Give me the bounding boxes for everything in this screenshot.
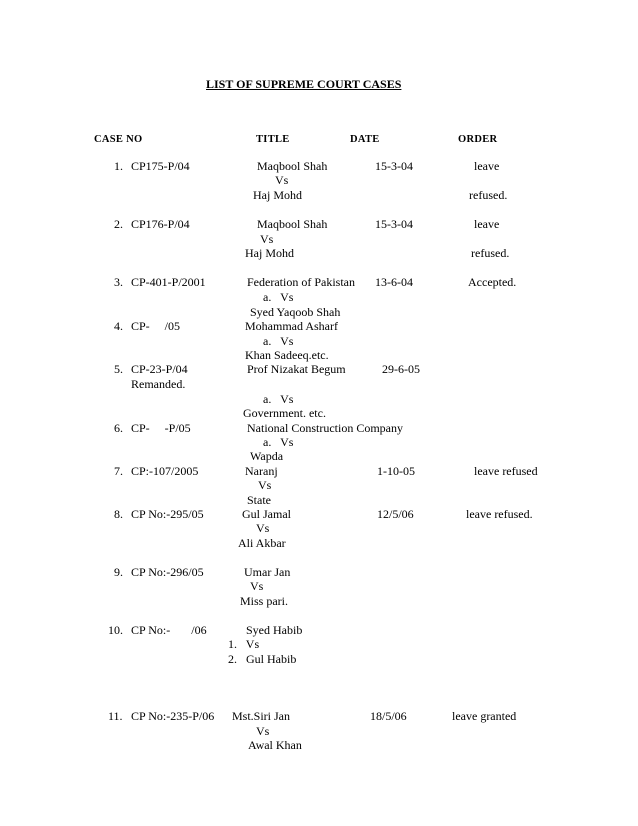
row-number: 5. <box>114 362 123 376</box>
row-number: 6. <box>114 421 123 435</box>
row-number: 3. <box>114 275 123 289</box>
row-order: leave refused. <box>466 507 533 521</box>
row-title-line: a. Vs <box>263 435 294 449</box>
row-date: 1-10-05 <box>377 464 415 478</box>
row-number: 10. <box>108 623 123 637</box>
row-case-note: Remanded. <box>131 377 186 391</box>
row-number: 4. <box>114 319 123 333</box>
row-case-no: CP No:-296/05 <box>131 565 204 579</box>
row-title-line: a. Vs <box>263 290 294 304</box>
row-number: 2. <box>114 217 123 231</box>
header-date: DATE <box>350 134 380 145</box>
row-case-no: CP-401-P/2001 <box>131 275 206 289</box>
row-title-line: Vs <box>256 521 270 535</box>
row-title-line: Mohammad Asharf <box>245 319 338 333</box>
row-number: 1. <box>114 159 123 173</box>
row-case-no: CP No:- /06 <box>131 623 207 637</box>
header-case-no: CASE NO <box>94 134 143 145</box>
row-title-line: Vs <box>256 724 270 738</box>
row-title-line: 1. Vs <box>228 637 260 651</box>
row-title-line: Syed Yaqoob Shah <box>250 305 341 319</box>
row-title-line: Vs <box>260 232 274 246</box>
row-title-line: Vs <box>275 173 289 187</box>
row-order: refused. <box>469 188 508 202</box>
row-title-line: a. Vs <box>263 392 294 406</box>
row-title-line: State <box>247 493 271 507</box>
row-title-line: Syed Habib <box>246 623 303 637</box>
row-title-line: Haj Mohd <box>245 246 294 260</box>
row-case-no: CP-23-P/04 <box>131 362 188 376</box>
row-title-line: Naranj <box>245 464 278 478</box>
row-title-line: Prof Nizakat Begum <box>247 362 346 376</box>
row-order: leave refused <box>474 464 538 478</box>
row-number: 9. <box>114 565 123 579</box>
row-title-line: Maqbool Shah <box>257 159 328 173</box>
row-title-line: Government. etc. <box>243 406 326 420</box>
header-order: ORDER <box>458 134 498 145</box>
row-title-line: Federation of Pakistan <box>247 275 355 289</box>
row-title-line: Haj Mohd <box>253 188 302 202</box>
row-order: refused. <box>471 246 510 260</box>
row-date: 15-3-04 <box>375 159 413 173</box>
row-order: Accepted. <box>468 275 517 289</box>
row-number: 8. <box>114 507 123 521</box>
row-date: 29-6-05 <box>382 362 420 376</box>
row-case-no: CP- -P/05 <box>131 421 191 435</box>
row-title-line: Awal Khan <box>248 738 302 752</box>
row-number: 7. <box>114 464 123 478</box>
row-title-line: Maqbool Shah <box>257 217 328 231</box>
row-order: leave granted <box>452 709 517 723</box>
row-title-line: Ali Akbar <box>238 536 286 550</box>
row-date: 18/5/06 <box>370 709 407 723</box>
row-case-no: CP No:-295/05 <box>131 507 204 521</box>
row-date: 13-6-04 <box>375 275 413 289</box>
row-case-no: CP No:-235-P/06 <box>131 709 215 723</box>
document-title: LIST OF SUPREME COURT CASES <box>206 77 402 91</box>
row-title-line: Miss pari. <box>240 594 288 608</box>
row-order: leave <box>474 217 500 231</box>
row-title-line: a. Vs <box>263 334 294 348</box>
row-case-no: CP- /05 <box>131 319 181 333</box>
row-title-line: Mst.Siri Jan <box>232 709 291 723</box>
row-title-line: Vs <box>250 579 264 593</box>
row-title-line: Khan Sadeeq.etc. <box>245 348 329 362</box>
header-title: TITLE <box>256 134 290 145</box>
row-title-line: National Construction Company <box>247 421 403 435</box>
row-case-no: CP:-107/2005 <box>131 464 199 478</box>
row-title-line: 2. Gul Habib <box>228 652 297 666</box>
row-number: 11. <box>108 709 123 723</box>
row-title-line: Umar Jan <box>244 565 291 579</box>
row-case-no: CP176-P/04 <box>131 217 190 231</box>
row-title-line: Gul Jamal <box>242 507 291 521</box>
row-date: 12/5/06 <box>377 507 414 521</box>
row-order: leave <box>474 159 500 173</box>
row-date: 15-3-04 <box>375 217 413 231</box>
row-case-no: CP175-P/04 <box>131 159 190 173</box>
row-title-line: Vs <box>258 478 272 492</box>
row-title-line: Wapda <box>250 449 284 463</box>
